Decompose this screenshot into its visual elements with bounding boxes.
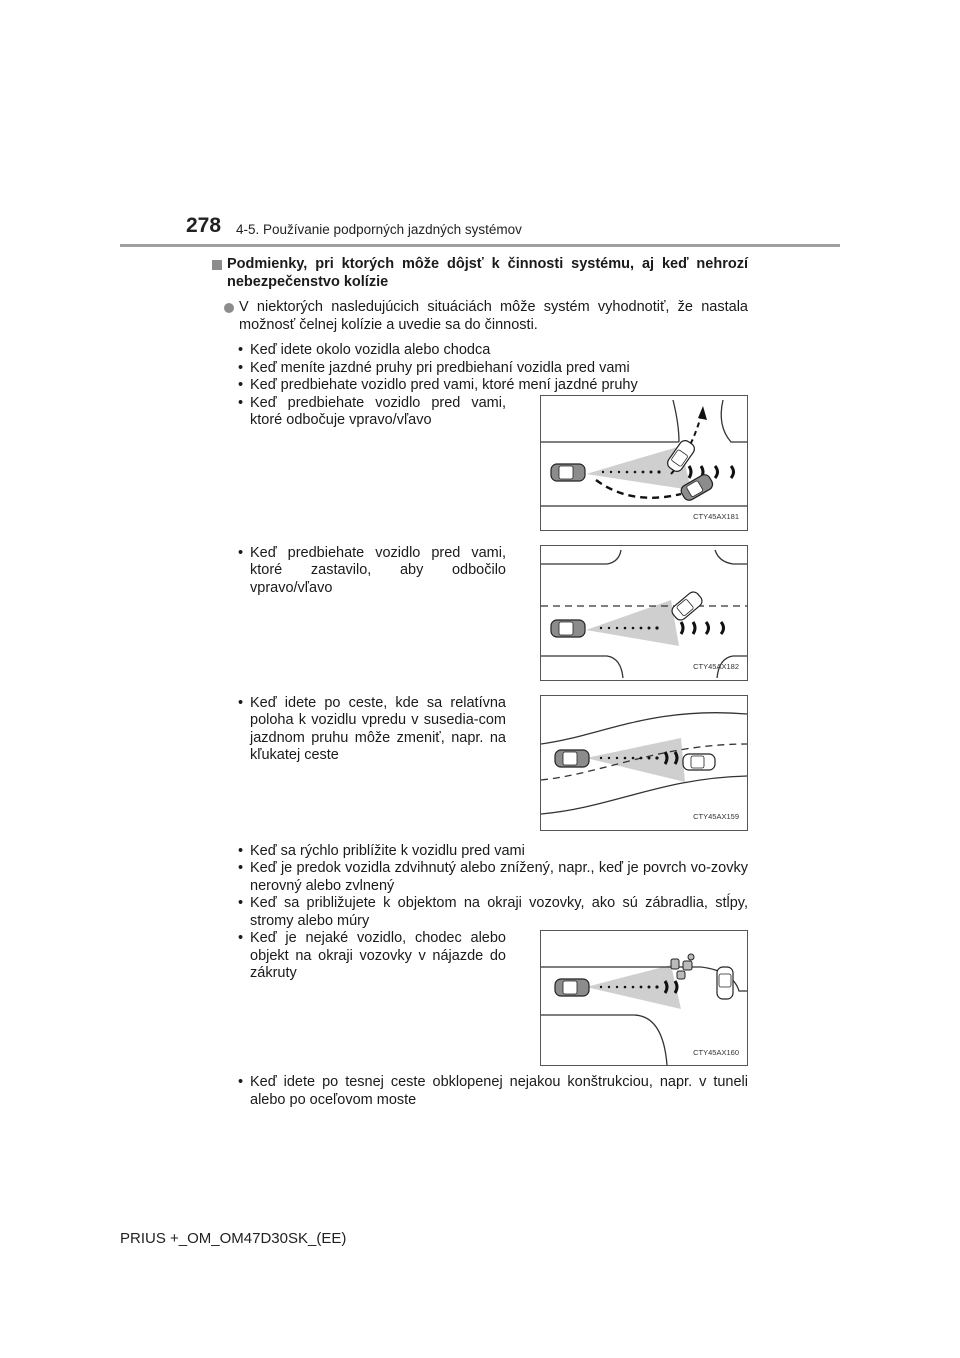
section-heading bbox=[212, 256, 748, 291]
list-item: • Keď idete po ceste, kde sa relatívna poloha k vozidlu vpredu v susedia-com jazdnom pruhu môže zmeniť, napr. na kľukatej ceste bbox=[238, 695, 506, 765]
square-bullet-icon bbox=[212, 260, 222, 270]
circle-bullet-icon bbox=[224, 303, 234, 313]
illustration-curvy-road bbox=[540, 695, 748, 831]
figure-code: CTY45AX160 bbox=[693, 1047, 739, 1057]
list-item: • Keď predbiehate vozidlo pred vami, ktoré odbočuje vpravo/vľavo bbox=[238, 395, 506, 430]
header-divider bbox=[120, 244, 840, 247]
figure-code: CTY45AX181 bbox=[693, 512, 739, 521]
page-content bbox=[212, 256, 748, 1109]
illustration-curve-entry bbox=[540, 930, 748, 1066]
bullet-list-c bbox=[238, 1074, 748, 1109]
list-item: • Keď sa približujete k objektom na okraji vozovky, ako sú zábradlia, stĺpy, stromy alebo múry bbox=[238, 895, 748, 930]
list-item: • Keď je nejaké vozidlo, chodec alebo objekt na okraji vozovky v nájazde do zákruty bbox=[238, 930, 506, 983]
intro-text: V niektorých nasledujúcich situáciách môže systém vyhodnotiť, že nastala možnosť čelnej kolízie a uvedie sa do činnosti. bbox=[239, 299, 748, 333]
figure-code: CTY45AX182 bbox=[693, 662, 739, 671]
figure-code: CTY45AX159 bbox=[693, 812, 739, 821]
illustration-turning-vehicle bbox=[540, 395, 748, 531]
bullet-list-b bbox=[238, 843, 748, 931]
section-title: 4-5. Používanie podporných jazdných systémov bbox=[236, 222, 522, 237]
illustration-stopped-vehicle bbox=[540, 545, 748, 681]
figure-row-stopped bbox=[238, 545, 748, 681]
figure-row-curve-entry bbox=[238, 930, 748, 1066]
bullet-list-a bbox=[238, 342, 748, 395]
list-item: • Keď idete okolo vozidla alebo chodca bbox=[238, 342, 748, 360]
list-item: • Keď predbiehate vozidlo pred vami, ktoré zastavilo, aby odbočilo vpravo/vľavo bbox=[238, 545, 506, 598]
list-item: • Keď predbiehate vozidlo pred vami, ktoré mení jazdné pruhy bbox=[238, 377, 748, 395]
figure-row-curvy-road bbox=[238, 695, 748, 831]
list-item: • Keď meníte jazdné pruhy pri predbiehaní vozidla pred vami bbox=[238, 360, 748, 378]
figure-row-turning bbox=[238, 395, 748, 531]
page-number: 278 bbox=[186, 214, 222, 237]
intro-paragraph bbox=[224, 299, 748, 334]
list-item: • Keď sa rýchlo priblížite k vozidlu pred vami bbox=[238, 843, 748, 861]
list-item: • Keď je predok vozidla zdvihnutý alebo znížený, napr., keď je povrch vo-zovky nerovný alebo zvlnený bbox=[238, 860, 748, 895]
list-item: • Keď idete po tesnej ceste obklopenej nejakou konštrukciou, napr. v tuneli alebo po oceľovom moste bbox=[238, 1074, 748, 1109]
section-heading-text: Podmienky, pri ktorých môže dôjsť k činnosti systému, aj keď nehrozí nebezpečenstvo kolízie bbox=[227, 256, 748, 290]
manual-id-footer: PRIUS +_OM_OM47D30SK_(EE) bbox=[120, 1230, 347, 1247]
